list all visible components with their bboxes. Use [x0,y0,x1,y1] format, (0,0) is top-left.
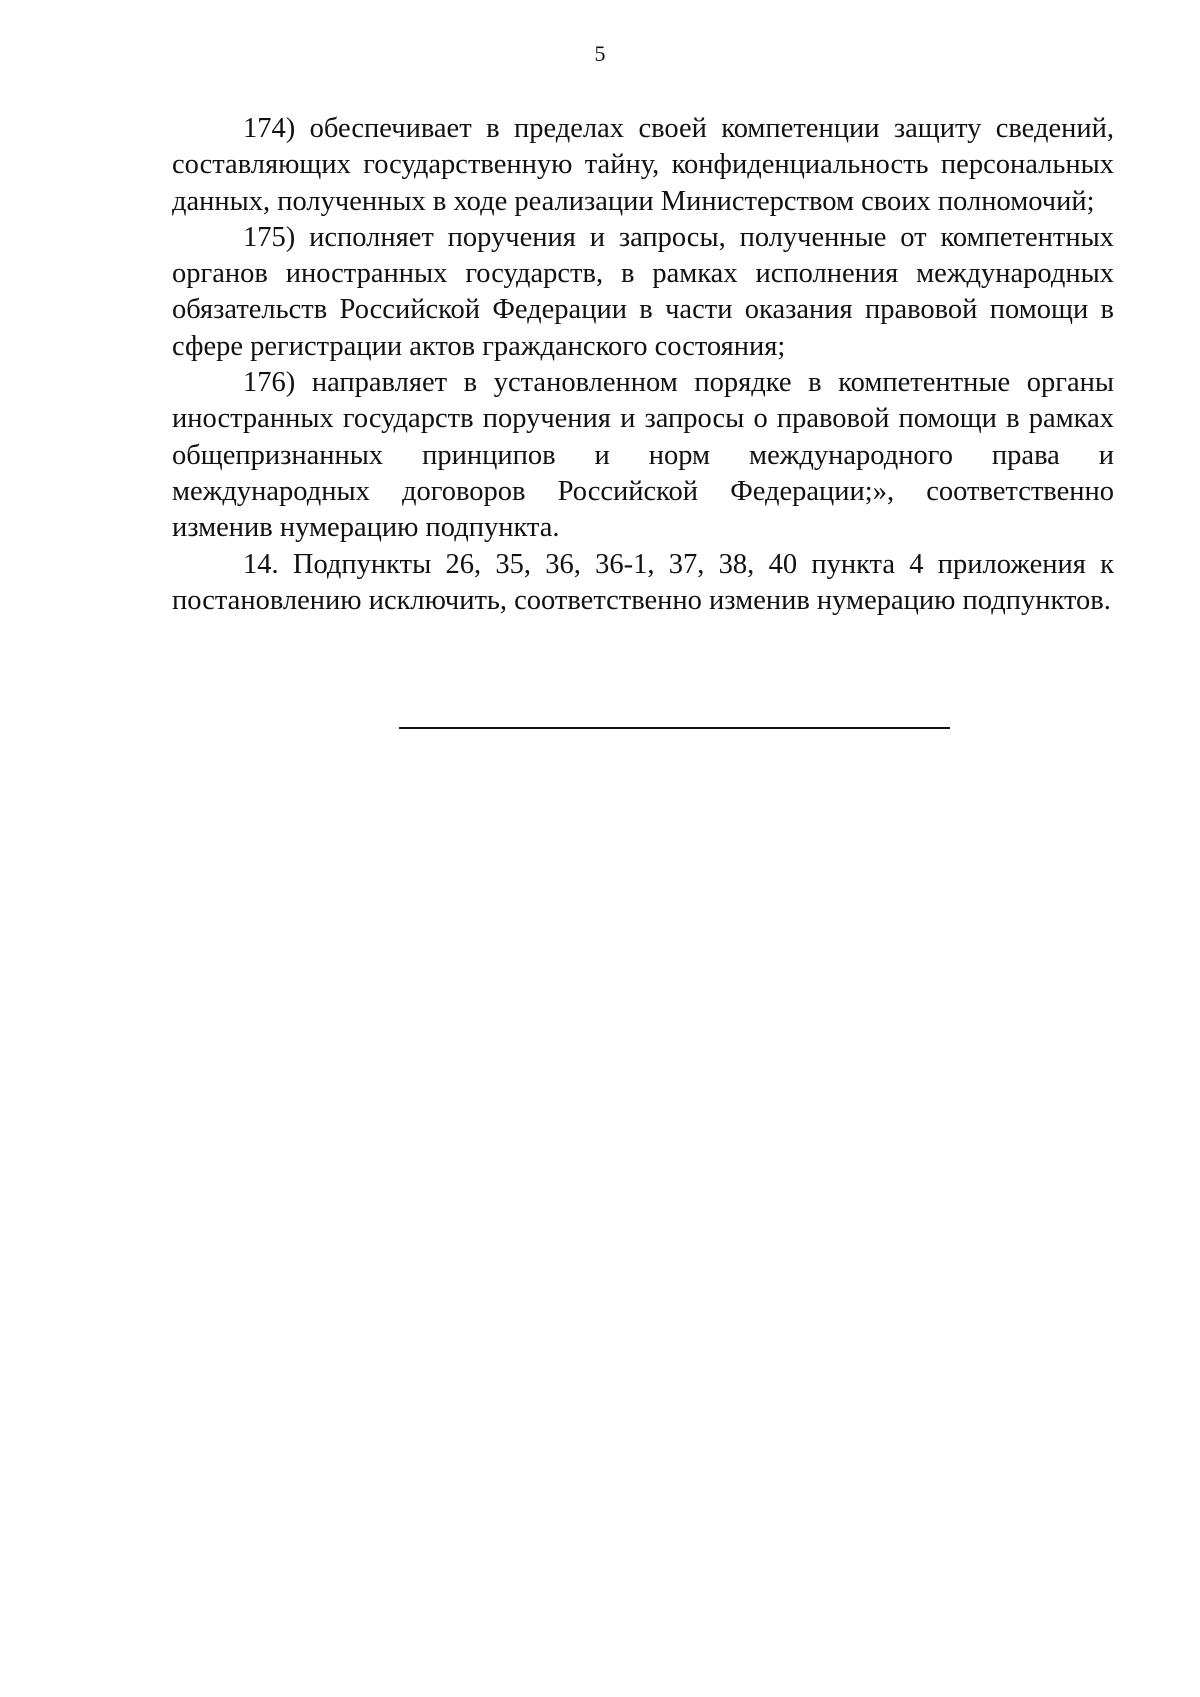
page-number: 5 [594,41,606,66]
end-divider-line [399,727,950,729]
paragraph-item-174: 174) обеспечивает в пределах своей компетенции защиту сведений, составляющих государственную тайну, конфиденциальность персональных данных, полученных в ходе реализации Министерством своих полномочий; [172,113,1114,217]
paragraph-item-175: 175) исполняет поручения и запросы, полученные от компетентных органов иностранных государств, в рамках исполнения международных обязательств Российской Федерации в части оказания правовой помощи в сфере регистрации актов гражданского состояния; [172,221,1114,362]
document-body [172,111,1114,619]
paragraph-item-176: 176) направляет в установленном порядке в компетентные органы иностранных государств поручения и запросы о правовой помощи в рамках общепризнанных принципов и норм международного права и международных договоров Российской Федерации;», соответственно изменив нумерацию подпункта. [172,367,1114,544]
paragraph-item-14: 14. Подпункты 26, 35, 36, 36-1, 37, 38, 40 пункта 4 приложения к постановлению исключить, соответственно изменив нумерацию подпунктов. [172,548,1114,616]
